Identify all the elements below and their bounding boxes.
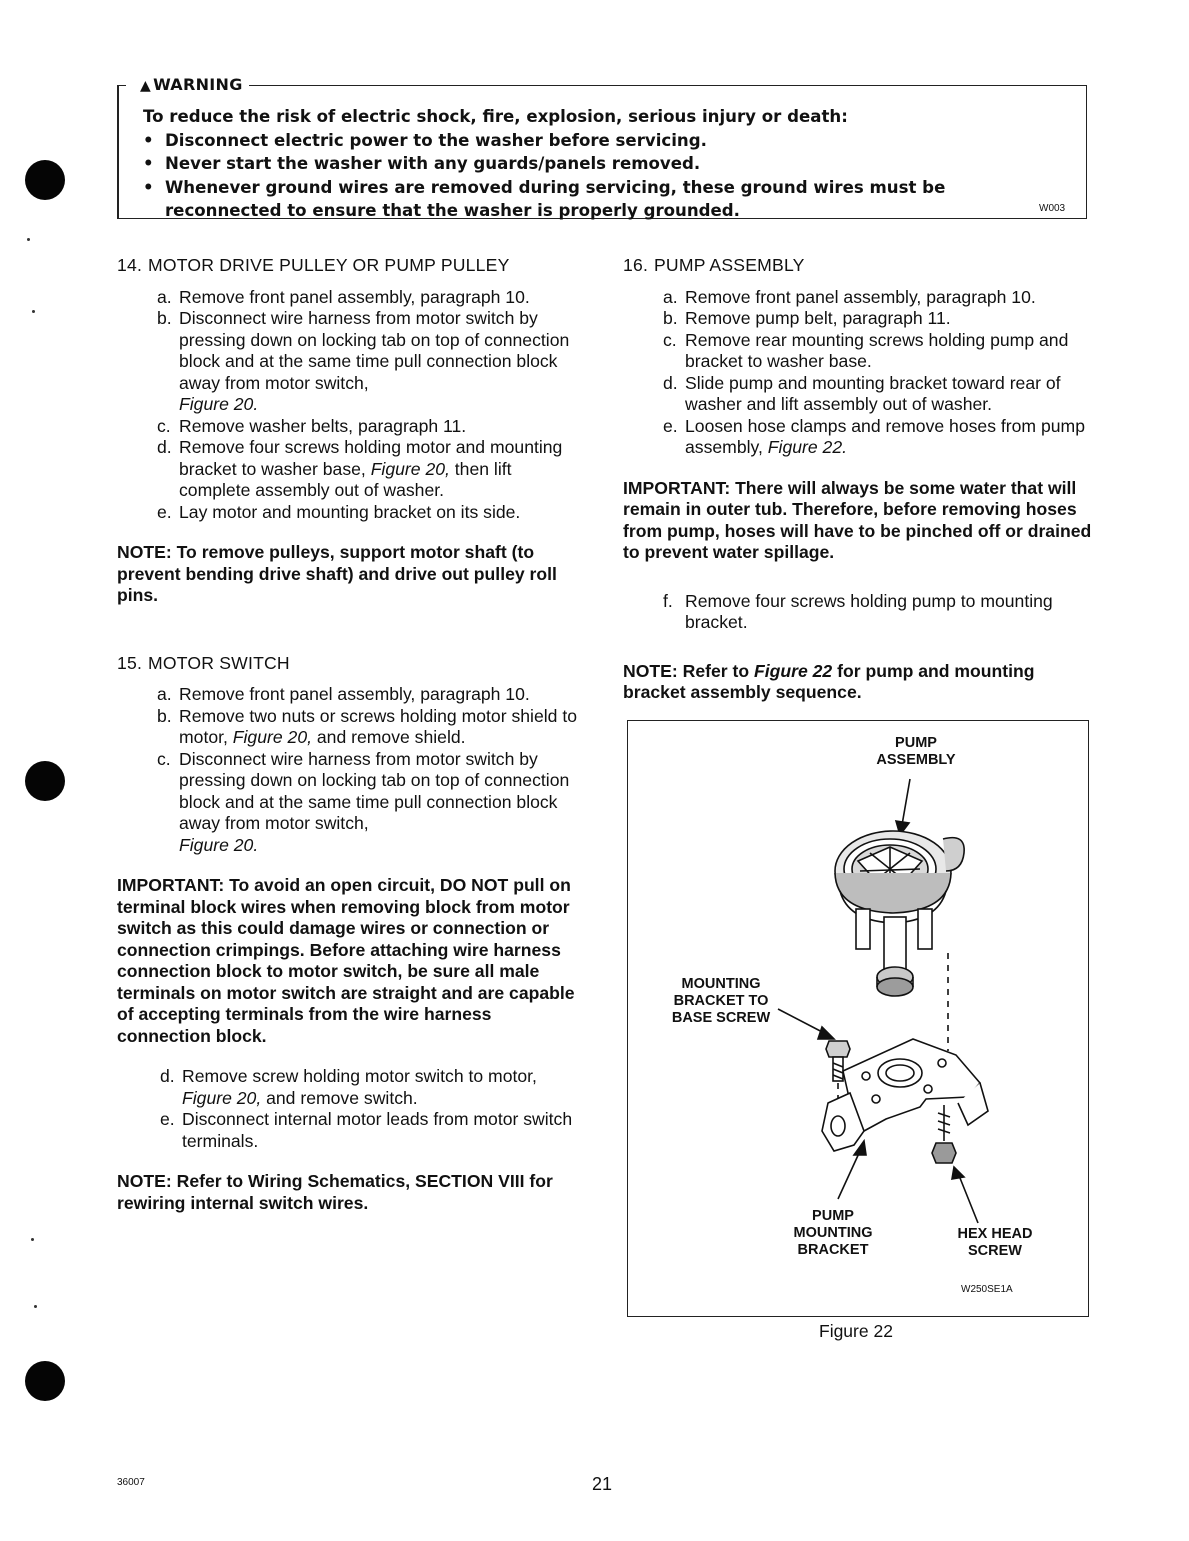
warning-bullet: • Never start the washer with any guards/panels removed.	[143, 152, 1053, 176]
document-code: 36007	[117, 1477, 145, 1488]
section-16-title: 16. PUMP ASSEMBLY	[623, 255, 805, 275]
list-item: e. Lay motor and mounting bracket on its side.	[157, 501, 521, 522]
warning-box-left-border	[117, 85, 119, 219]
figure-22-frame	[627, 720, 1089, 1317]
list-item: b. Remove pump belt, paragraph 11.	[663, 308, 951, 328]
list-item: a. Remove front panel assembly, paragraph 10.	[157, 684, 530, 704]
warning-bullet: • Whenever ground wires are removed during servicing, these ground wires must be reconnected to ensure that the washer is properly grounded.	[143, 176, 1045, 223]
speck	[27, 238, 30, 241]
label-hex-head-screw: HEX HEAD SCREW	[957, 1226, 1033, 1259]
list-item: b. Disconnect wire harness from motor switch by pressing down on locking tab on top of connection block and at the same time pull connection block away from motor switch, Figure 20.	[157, 308, 570, 414]
warning-intro: To reduce the risk of electric shock, fire, explosion, serious injury or death:	[143, 107, 848, 126]
speck	[32, 310, 35, 313]
list-item: d. Remove screw holding motor switch to motor, Figure 20, and remove switch.	[160, 1066, 537, 1108]
left-column	[117, 255, 587, 1214]
binder-hole-middle	[25, 761, 65, 801]
warning-code: W003	[1039, 203, 1066, 214]
section-15-steps-continued	[117, 1066, 587, 1152]
list-item: b. Remove two nuts or screws holding motor shield to motor, Figure 20, and remove shield.	[157, 705, 577, 747]
section-16-note: NOTE: Refer to Figure 22 for pump and mounting bracket assembly sequence.	[623, 660, 1035, 702]
section-14-title: 14. MOTOR DRIVE PULLEY OR PUMP PULLEY	[117, 255, 510, 275]
label-mounting-bracket-screw: MOUNTING BRACKET TO BASE SCREW	[671, 976, 771, 1026]
figure-reference: Figure 22	[754, 660, 833, 681]
figure-reference: Figure 20,	[232, 727, 312, 747]
section-16-important: IMPORTANT: There will always be some water that will remain in outer tub. Therefore, before removing hoses from pump, hoses will have to be pinched off or drained to prevent water spillage.	[623, 477, 1092, 562]
section-15-note: NOTE: Refer to Wiring Schematics, SECTION VIII for rewiring internal switch wires.	[117, 1171, 553, 1213]
warning-title: WARNING	[153, 75, 243, 94]
section-14-steps	[117, 287, 587, 524]
right-column	[623, 255, 1093, 704]
speck	[31, 1238, 34, 1241]
section-15-title: 15. MOTOR SWITCH	[117, 652, 290, 673]
list-item: a. Remove front panel assembly, paragraph 10.	[663, 286, 1036, 307]
list-item: d. Slide pump and mounting bracket toward rear of washer and lift assembly out of washer.	[663, 372, 1061, 414]
warning-triangle-icon: ▲	[140, 78, 152, 94]
figure-reference: Figure 22.	[767, 437, 848, 457]
list-item: e. Loosen hose clamps and remove hoses from pump assembly, Figure 22.	[663, 415, 1085, 457]
warning-heading	[126, 75, 249, 94]
section-15-important: IMPORTANT: To avoid an open circuit, DO NOT pull on terminal block wires when removing block from motor switch as this could damage wires or connection or connection crimpings. Before attaching wire harness connection block to motor switch, be sure all male terminals on motor switch are straight and are capable of accepting terminals from the wire harness connection block.	[117, 875, 575, 1046]
binder-hole-bottom	[25, 1361, 65, 1401]
warning-bullet: • Disconnect electric power to the washer before servicing.	[143, 129, 1053, 153]
speck	[34, 1305, 37, 1308]
label-pump-assembly: PUMP ASSEMBLY	[876, 735, 956, 768]
page-number: 21	[592, 1474, 613, 1494]
figure-reference: Figure 20.	[179, 834, 259, 855]
list-item: a. Remove front panel assembly, paragraph 10.	[157, 286, 530, 307]
figure-reference: Figure 20,	[370, 458, 450, 479]
list-item: c. Disconnect wire harness from motor switch by pressing down on locking tab on top of connection block and at the same time pull connection block away from motor switch, Figure 20.	[157, 748, 570, 855]
list-item: c. Remove rear mounting screws holding pump and bracket to washer base.	[663, 329, 1069, 371]
section-14-note: NOTE: To remove pulleys, support motor shaft (to prevent bending drive shaft) and drive out pulley roll pins.	[117, 542, 557, 605]
section-16-steps	[623, 287, 1093, 459]
label-pump-mounting-bracket: PUMP MOUNTING BRACKET	[793, 1208, 873, 1258]
figure-caption: Figure 22	[819, 1321, 893, 1341]
section-16-steps-continued	[623, 591, 1093, 634]
section-15-steps	[117, 684, 587, 856]
list-item: d. Remove four screws holding motor and mounting bracket to washer base, Figure 20, then lift complete assembly out of washer.	[157, 437, 563, 500]
figure-code: W250SE1A	[961, 1284, 1013, 1295]
list-item: c. Remove washer belts, paragraph 11.	[157, 415, 467, 436]
warning-text	[143, 105, 1053, 223]
list-item: f. Remove four screws holding pump to mounting bracket.	[663, 590, 1053, 632]
figure-reference: Figure 20.	[179, 394, 259, 414]
figure-reference: Figure 20,	[182, 1087, 262, 1108]
list-item: e. Disconnect internal motor leads from motor switch terminals.	[160, 1109, 573, 1151]
binder-hole-top	[25, 160, 65, 200]
